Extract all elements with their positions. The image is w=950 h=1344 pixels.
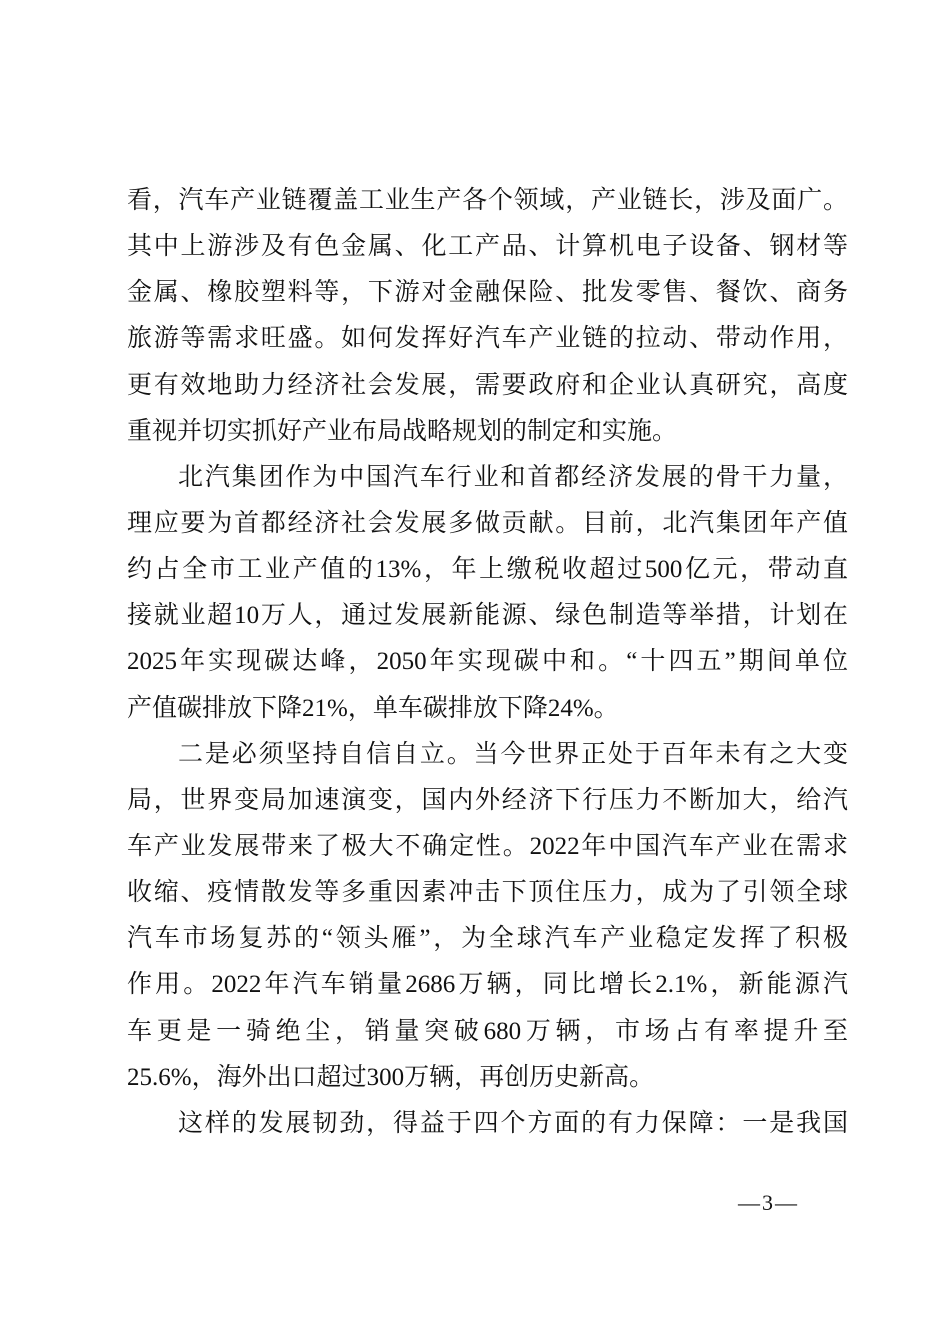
text-line: 北汽集团作为中国汽车行业和首都经济发展的骨干力量， bbox=[178, 463, 848, 491]
text-line: 重视并切实抓好产业布局战略规划的制定和实施。 bbox=[127, 417, 678, 445]
text-line: 车更是一骑绝尘，销量突破680万辆，市场占有率提升至 bbox=[127, 1017, 848, 1045]
paragraph bbox=[127, 178, 848, 455]
text-line: 二是必须坚持自信自立。当今世界正处于百年未有之大变 bbox=[178, 740, 848, 768]
text-line: 2025年实现碳达峰，2050年实现碳中和。“十四五”期间单位 bbox=[127, 648, 848, 676]
text-line: 产值碳排放下降21%，单车碳排放下降24%。 bbox=[127, 694, 619, 722]
text-line: 作用。2022年汽车销量2686万辆，同比增长2.1%，新能源汽 bbox=[127, 971, 848, 999]
text-line: 25.6%，海外出口超过300万辆，再创历史新高。 bbox=[127, 1063, 655, 1091]
text-line: 汽车市场复苏的“领头雁”，为全球汽车产业稳定发挥了积极 bbox=[127, 925, 848, 953]
paragraph bbox=[127, 732, 848, 1101]
text-line: 车产业发展带来了极大不确定性。2022年中国汽车产业在需求 bbox=[127, 832, 848, 860]
text-line: 旅游等需求旺盛。如何发挥好汽车产业链的拉动、带动作用， bbox=[127, 325, 848, 353]
page-number: —3— bbox=[738, 1190, 799, 1215]
text-line: 局，世界变局加速演变，国内外经济下行压力不断加大，给汽 bbox=[127, 786, 848, 814]
paragraph bbox=[127, 1101, 848, 1147]
text-line: 看，汽车产业链覆盖工业生产各个领域，产业链长，涉及面广。 bbox=[127, 187, 848, 214]
text-line: 其中上游涉及有色金属、化工产品、计算机电子设备、钢材等 bbox=[127, 233, 848, 261]
text-line: 约占全市工业产值的13%，年上缴税收超过500亿元，带动直 bbox=[127, 556, 848, 584]
text-line: 接就业超10万人，通过发展新能源、绿色制造等举措，计划在 bbox=[127, 602, 848, 630]
text-line: 收缩、疫情散发等多重因素冲击下顶住压力，成为了引领全球 bbox=[127, 879, 848, 907]
text-line: 更有效地助力经济社会发展，需要政府和企业认真研究，高度 bbox=[127, 371, 848, 399]
document-body bbox=[127, 178, 848, 1147]
text-line: 理应要为首都经济社会发展多做贡献。目前，北汽集团年产值 bbox=[127, 509, 848, 537]
text-line: 金属、橡胶塑料等，下游对金融保险、批发零售、餐饮、商务 bbox=[127, 279, 848, 307]
paragraph bbox=[127, 455, 848, 732]
text-line: 这样的发展韧劲，得益于四个方面的有力保障：一是我国 bbox=[178, 1109, 848, 1137]
